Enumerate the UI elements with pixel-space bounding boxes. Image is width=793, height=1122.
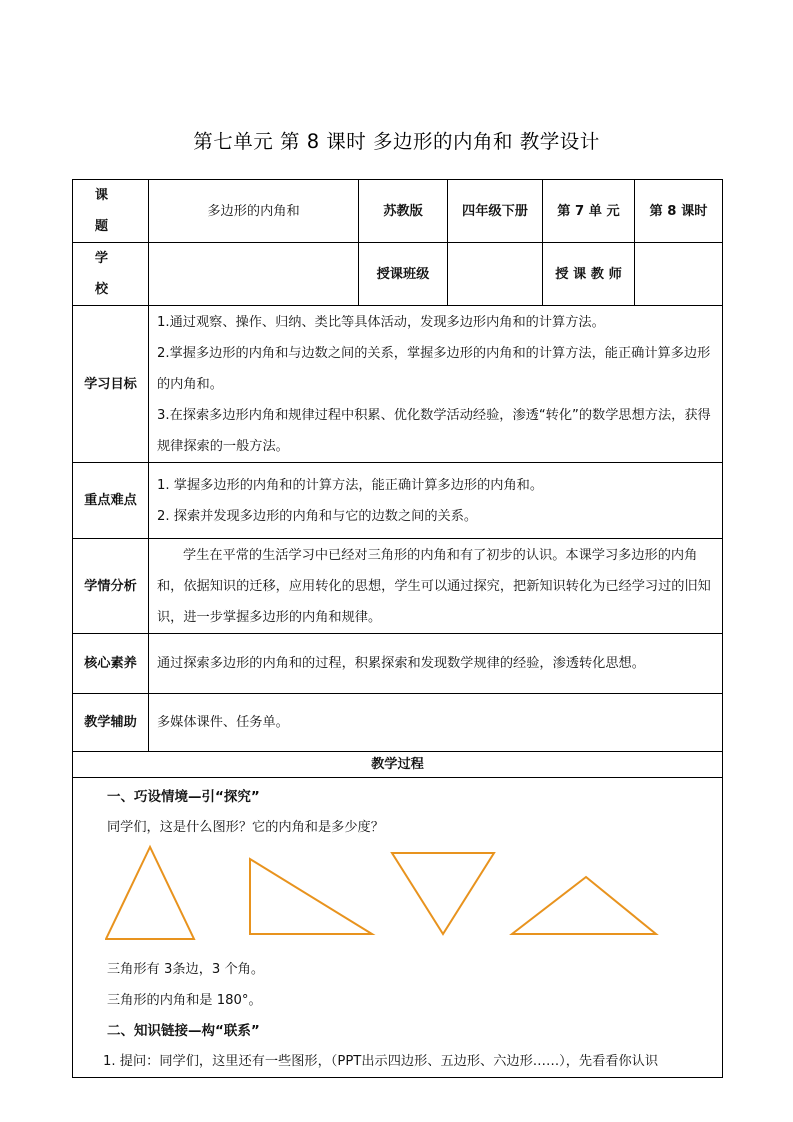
teacher-value <box>635 243 723 306</box>
core-label: 核心素养 <box>73 634 149 694</box>
core-text: 通过探索多边形的内角和的过程，积累探索和发现数学规律的经验，渗透转化思想。 <box>149 634 723 694</box>
analysis-text: 学生在平常的生活学习中已经对三角形的内角和有了初步的认识。本课学习多边形的内角和，依据知识的迁移，应用转化的思想，学生可以通过探究，把新知识转化为已经学习过的旧知识，进一步掌握多边形的内角和规律。 <box>157 547 711 625</box>
aids-text: 多媒体课件、任务单。 <box>149 694 723 752</box>
key-points-label: 重点难点 <box>73 463 149 539</box>
objective-item: 2.掌握多边形的内角和与边数之间的关系，掌握多边形的内角和的计算方法，能正确计算多边形的内角和。 <box>157 345 711 392</box>
triangles-svg <box>105 843 685 955</box>
grade: 四年级下册 <box>448 180 543 243</box>
triangle-icon <box>392 853 494 934</box>
publisher: 苏教版 <box>359 180 448 243</box>
aids-label: 教学辅助 <box>73 694 149 752</box>
process-content <box>73 778 723 1078</box>
prompt-text: 1. 提问：同学们，这里还有一些图形，（PPT出示四边形、五边形、六边形……），先看看你认识 <box>103 1053 659 1069</box>
process-header: 教学过程 <box>73 752 723 778</box>
row-school <box>73 243 723 306</box>
class-label: 授课班级 <box>359 243 448 306</box>
row-topic <box>73 180 723 243</box>
fact-text: 三角形的内角和是 180°。 <box>107 992 262 1008</box>
lesson: 第 8 课时 <box>635 180 723 243</box>
row-process <box>73 778 723 1078</box>
analysis-label: 学情分析 <box>73 539 149 634</box>
school-value <box>149 243 359 306</box>
question-text: 同学们，这是什么图形？它的内角和是多少度？ <box>107 819 384 835</box>
document-title: 第七单元 第 8 课时 多边形的内角和 教学设计 <box>193 130 600 153</box>
objective-item: 1.通过观察、操作、归纳、类比等具体活动，发现多边形内角和的计算方法。 <box>157 314 605 330</box>
fact-text: 三角形有 3条边，3 个角。 <box>107 962 265 977</box>
triangle-icon <box>512 877 656 934</box>
school-label: 学 校 <box>73 243 149 306</box>
section-title: 二、知识链接—构“联系” <box>107 1023 260 1039</box>
row-key-points <box>73 463 723 539</box>
triangle-icon <box>106 847 194 939</box>
teacher-label: 授 课 教 师 <box>543 243 635 306</box>
unit: 第 7 单 元 <box>543 180 635 243</box>
row-core <box>73 634 723 694</box>
triangle-figures <box>105 843 702 955</box>
triangle-icon <box>250 859 372 934</box>
key-points-content <box>149 463 723 539</box>
topic-label: 课 题 <box>73 180 149 243</box>
key-point-item: 2. 探索并发现多边形的内角和与它的边数之间的关系。 <box>157 508 478 524</box>
objective-item: 3.在探索多边形内角和规律过程中积累、优化数学活动经验，渗透“转化”的数学思想方法，获得规律探索的一般方法。 <box>157 407 711 454</box>
lesson-plan-table <box>72 179 723 1078</box>
row-analysis <box>73 539 723 634</box>
row-objectives <box>73 306 723 463</box>
row-process-header <box>73 752 723 778</box>
analysis-content <box>149 539 723 634</box>
objectives-content <box>149 306 723 463</box>
row-aids <box>73 694 723 752</box>
objectives-label: 学习目标 <box>73 306 149 463</box>
topic-value: 多边形的内角和 <box>149 180 359 243</box>
section-title: 一、巧设情境—引“探究” <box>107 789 260 805</box>
key-point-item: 1. 掌握多边形的内角和的计算方法，能正确计算多边形的内角和。 <box>157 477 544 493</box>
class-value <box>448 243 543 306</box>
